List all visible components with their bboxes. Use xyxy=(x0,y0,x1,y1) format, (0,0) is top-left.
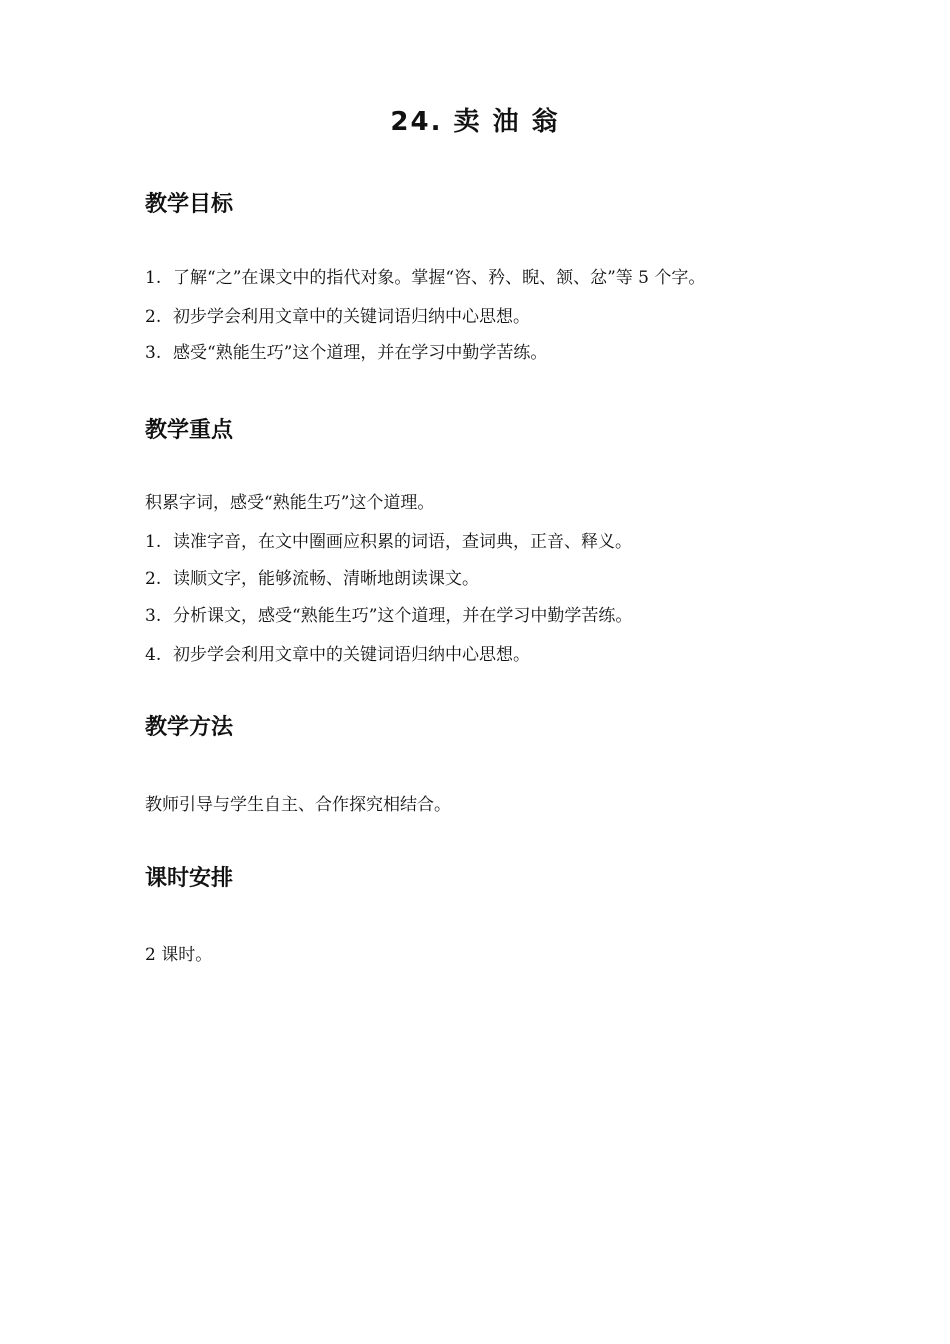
list-item-text: 初步学会利用文章中的关键词语归纳中心思想。 xyxy=(173,645,530,665)
section-heading-key-points: 教学重点 xyxy=(145,418,234,443)
section-intro: 2 课时。 xyxy=(145,945,213,965)
section-heading-methods: 教学方法 xyxy=(145,715,234,740)
list-item-number: 1. xyxy=(145,268,162,288)
list-item xyxy=(145,530,632,554)
page-title: 24. 卖 油 翁 xyxy=(390,107,560,137)
section-intro: 教师引导与学生自主、合作探究相结合。 xyxy=(145,795,451,815)
list-item-number: 2. xyxy=(145,569,162,589)
list-item-text: 感受“熟能生巧”这个道理，并在学习中勤学苦练。 xyxy=(173,343,548,363)
section-intro: 积累字词，感受“熟能生巧”这个道理。 xyxy=(145,493,435,513)
list-item-number: 3. xyxy=(145,606,162,626)
list-item-number: 2. xyxy=(145,307,162,327)
list-item xyxy=(145,266,705,290)
list-item xyxy=(145,643,530,667)
list-item xyxy=(145,567,479,591)
list-item-text: 分析课文，感受“熟能生巧”这个道理，并在学习中勤学苦练。 xyxy=(173,606,633,626)
list-item-text: 初步学会利用文章中的关键词语归纳中心思想。 xyxy=(173,307,530,327)
list-item-number: 4. xyxy=(145,645,162,665)
list-item xyxy=(145,341,547,365)
list-item xyxy=(145,604,632,628)
list-item xyxy=(145,305,530,329)
section-heading-objectives: 教学目标 xyxy=(145,192,234,217)
list-item-text: 读准字音，在文中圈画应积累的词语，查词典，正音、释义。 xyxy=(173,532,632,552)
list-item-number: 3. xyxy=(145,343,162,363)
list-item-text: 了解“之”在课文中的指代对象。掌握“咨、矜、睨、颔、忿”等 5 个字。 xyxy=(173,268,706,288)
list-item-number: 1. xyxy=(145,532,162,552)
list-item-text: 读顺文字，能够流畅、清晰地朗读课文。 xyxy=(173,569,479,589)
section-heading-schedule: 课时安排 xyxy=(145,866,234,891)
